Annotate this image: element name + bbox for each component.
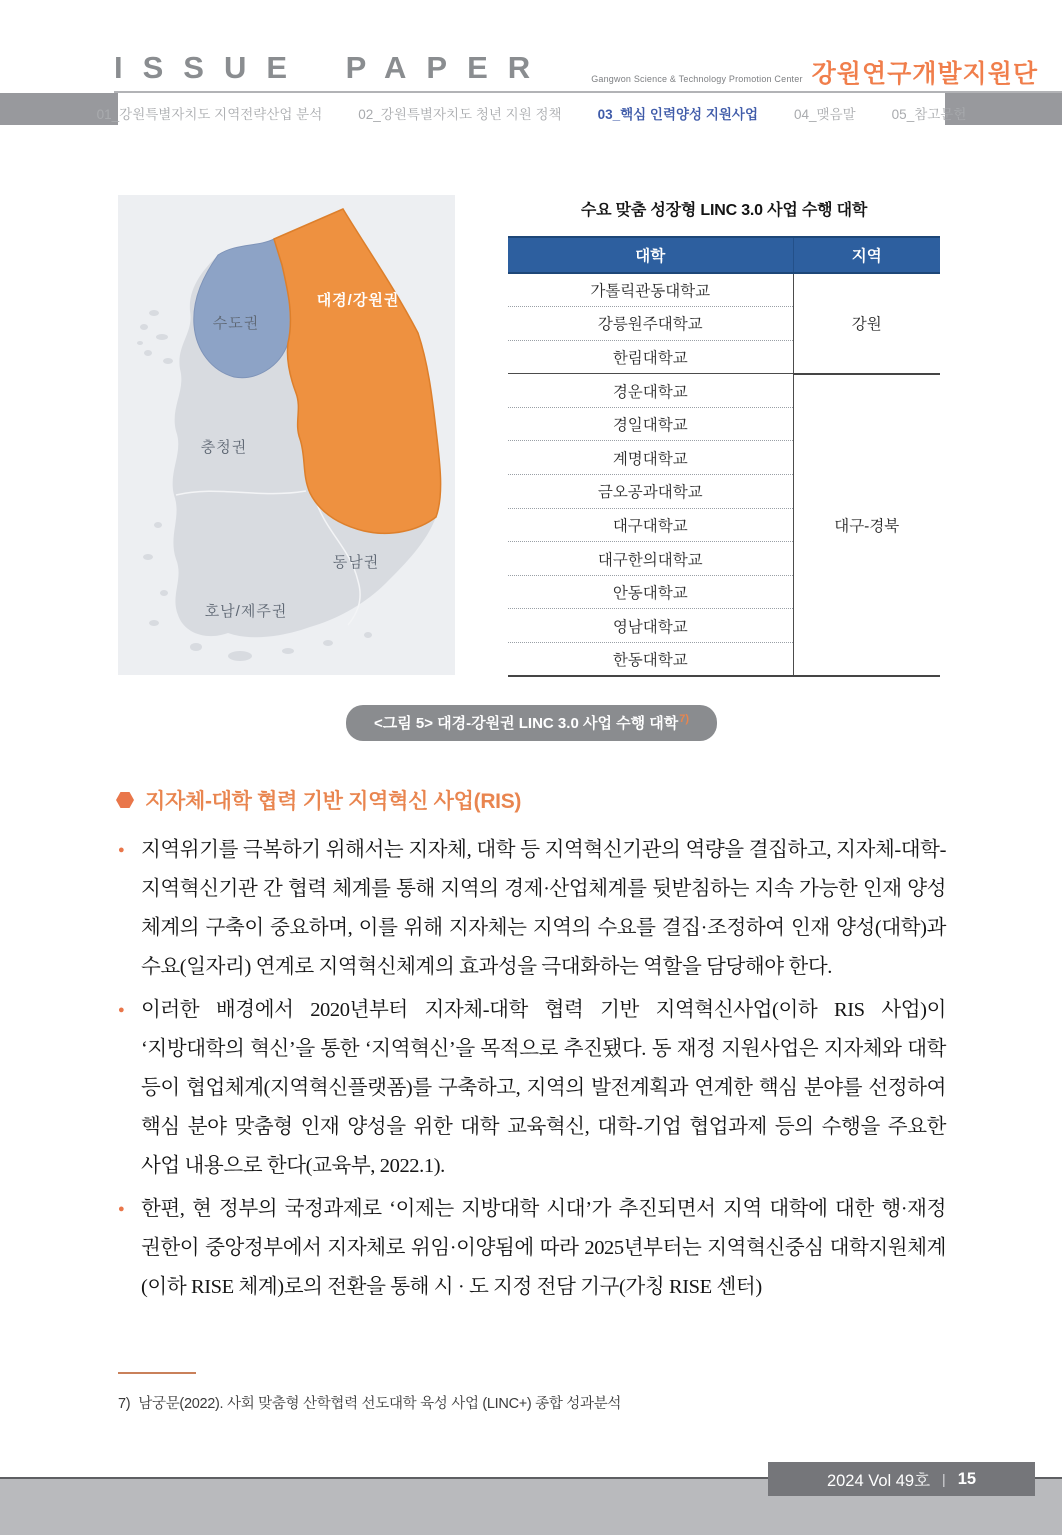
table-row: [508, 374, 940, 408]
paragraph-text: 이러한 배경에서 2020년부터 지자체-대학 협력 기반 지역혁신사업(이하 RIS 사업)이 ‘지방대학의 혁신’을 통한 ‘지역혁신’을 목적으로 추진됐다. 동 재정 지원사업은 지자체와 대학 등이 협업체계(지역혁신플랫폼)를 구축하고, 지역의 발전계획과 연계한 핵심 분야를 선정하여 핵심 분야 맞춤형 인재 양성을 위한 대학 교육혁신, 대학-기업 협업과제 등의 수행을 주요한 사업 내용으로 한다(교육부, 2022.1).: [141, 999, 946, 1177]
hexagon-bullet-icon: [116, 792, 134, 808]
footer-volume: 2024 Vol 49호: [826, 1472, 931, 1490]
university-table: [508, 236, 940, 677]
paragraph-text: 지역위기를 극복하기 위해서는 지자체, 대학 등 지역혁신기관의 역량을 결집하고, 지자체-대학-지역혁신기관 간 협력 체계를 통해 지역의 경제·산업체계를 뒷받침하는 지속 가능한 인재 양성 체계의 구축이 중요하며, 이를 위해 지자체는 지역의 수요를 결집·조정하여 인재 양성(대학)과 수요(일자리) 연계로 지역혁신체계의 효과성을 극대화하는 역할을 담당해야 한다.: [141, 839, 946, 978]
footnote-text: 남궁문(2022). 사회 맞춤형 산학협력 선도대학 육성 사업 (LINC+) 종합 성과분석: [138, 1396, 622, 1412]
figure-caption: [346, 705, 717, 741]
body-paragraphs: [118, 831, 946, 1311]
map-label-honam-jeju: 호남/제주권: [204, 603, 288, 620]
tab-3[interactable]: 03_핵심 인력양성 지원사업: [597, 107, 759, 122]
region-sudogwon: [194, 239, 291, 378]
tab-4[interactable]: 04_맺음말: [794, 107, 856, 122]
paragraph-1: [118, 831, 946, 987]
column-header-region: 지역: [793, 237, 940, 273]
region-cell: 대구-경북: [793, 374, 940, 676]
bullet-icon: ●: [118, 844, 125, 856]
university-cell: 금오공과대학교: [508, 475, 793, 509]
map-label-sudogwon: 수도권: [212, 315, 260, 332]
footnote-rule: [118, 1372, 196, 1374]
tab-5[interactable]: 05_참고문헌: [891, 107, 967, 122]
footnote: [118, 1392, 621, 1413]
footnote-marker: 7): [118, 1396, 131, 1412]
map-svg: [118, 195, 455, 675]
university-cell: 계명대학교: [508, 441, 793, 475]
tab-1[interactable]: 01_강원특별자치도 지역전략산업 분석: [96, 107, 323, 122]
org-name-en: Gangwon Science & Technology Promotion Center: [591, 74, 803, 84]
footer-page-box: [768, 1462, 1035, 1496]
org-name-kr: 강원연구개발지원단: [811, 60, 1038, 88]
caption-text: <그림 5> 대경-강원권 LINC 3.0 사업 수행 대학: [373, 715, 679, 732]
paragraph-2: [118, 991, 946, 1186]
korea-region-map: [118, 195, 455, 675]
table-row: [508, 273, 940, 307]
section-heading-label: 지자체-대학 협력 기반 지역혁신 사업(RIS): [145, 790, 522, 813]
paragraph-3: [118, 1190, 946, 1307]
map-label-dongnam: 동남권: [332, 554, 380, 571]
map-label-chungcheong: 충청권: [200, 439, 248, 456]
column-header-university: 대학: [508, 237, 793, 273]
table-title: 수요 맞춤 성장형 LINC 3.0 사업 수행 대학: [580, 202, 868, 219]
org-logo: [591, 54, 1038, 90]
map-label-daegyeong-gangwon: 대경/강원권: [316, 292, 400, 309]
bullet-icon: ●: [118, 1004, 125, 1016]
bullet-icon: ●: [118, 1203, 125, 1215]
paragraph-text: 한편, 현 정부의 국정과제로 ‘이제는 지방대학 시대’가 추진되면서 지역 대학에 대한 행·재정 권한이 중앙정부에서 지자체로 위임·이양됨에 따라 2025년부터는 지역혁신중심 대학지원체계(이하 RISE 체계)로의 전환을 통해 시 · 도 지정 전담 기구(가칭 RISE 센터): [141, 1198, 946, 1298]
footer-page-number: 15: [957, 1469, 977, 1488]
figure-caption-row: [118, 705, 945, 741]
nav-tabs: [96, 93, 967, 133]
university-cell: 가톨릭관동대학교: [590, 283, 711, 301]
university-cell: 대구한의대학교: [508, 542, 793, 576]
university-cell: 강릉원주대학교: [508, 307, 793, 341]
caption-footnote-ref: 7): [679, 713, 690, 725]
university-cell: 경일대학교: [508, 407, 793, 441]
university-cell: 한동대학교: [508, 643, 793, 677]
university-cell: 안동대학교: [508, 575, 793, 609]
university-cell: 한림대학교: [508, 340, 793, 374]
footer-divider: |: [942, 1471, 946, 1487]
section-heading: [116, 785, 521, 815]
university-table-body: [508, 273, 940, 676]
table-header-row: [508, 237, 940, 273]
tab-2[interactable]: 02_강원특별자치도 청년 지원 정책: [358, 107, 562, 122]
university-cell: 경운대학교: [508, 374, 793, 408]
brand-title: ISSUE PAPER: [114, 50, 551, 85]
region-cell: 강원: [793, 273, 940, 374]
university-cell: 영남대학교: [508, 609, 793, 643]
university-cell: 대구대학교: [508, 508, 793, 542]
